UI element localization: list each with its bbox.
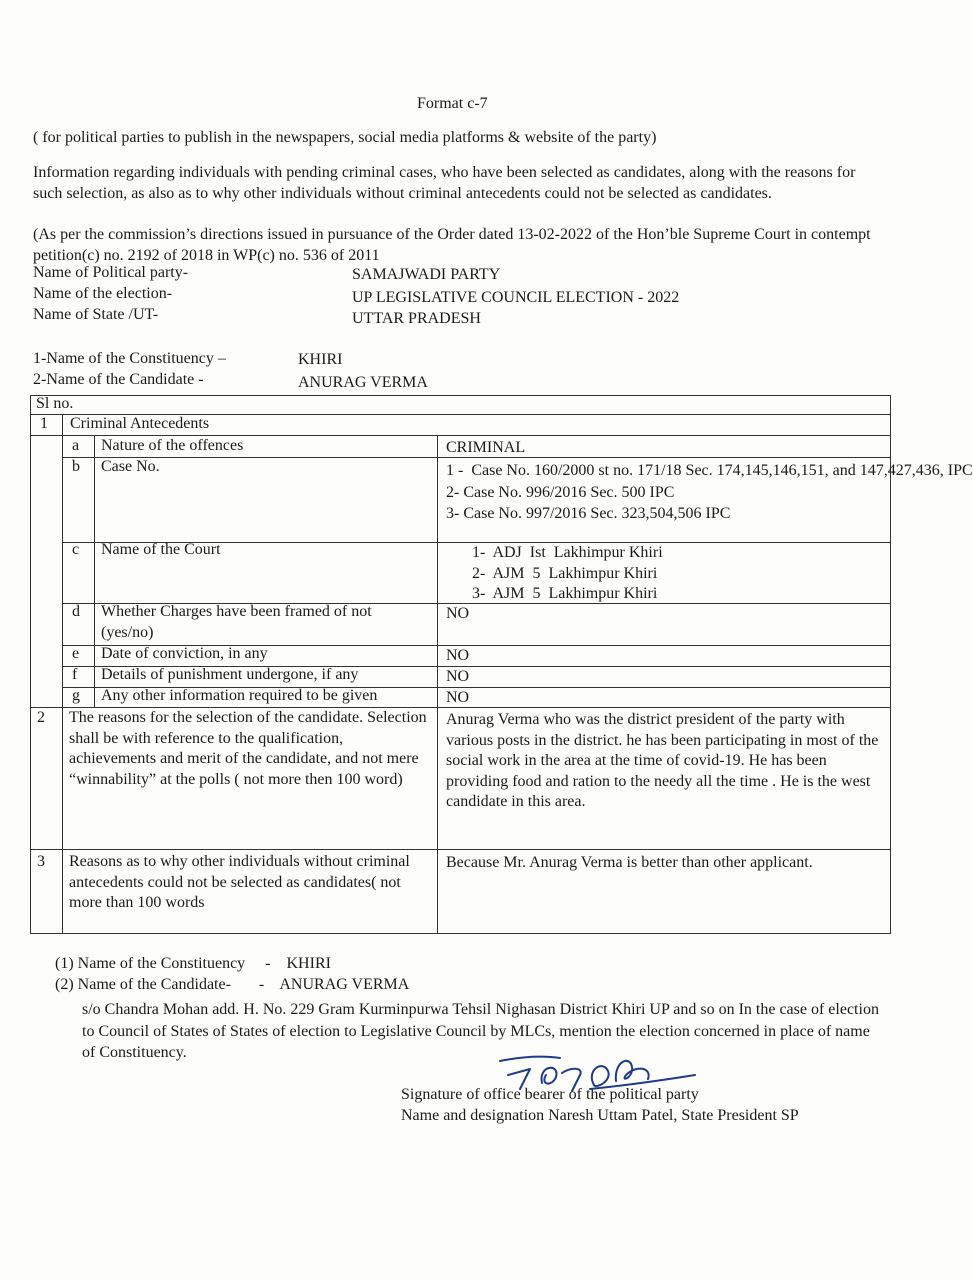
- row-number: 2: [37, 709, 45, 726]
- section-title: Criminal Antecedents: [70, 415, 210, 432]
- constituency-value: KHIRI: [298, 351, 343, 368]
- info-paragraph: Information regarding individuals with pending criminal cases, who have been selected as candidates, along with the reasons for such selection, as also as to why other individuals without criminal antecedents could not be selected as candidates.: [33, 164, 856, 202]
- field-label: Name of the Court: [101, 541, 221, 558]
- row-letter: c: [72, 541, 80, 558]
- field-value: NO: [446, 689, 470, 706]
- row-letter: b: [72, 458, 80, 475]
- row-letter: f: [72, 666, 78, 683]
- field-label: Whether Charges have been framed of not (yes/no): [101, 603, 372, 641]
- state-value: UTTAR PRADESH: [352, 310, 481, 327]
- party-label: Name of Political party-: [33, 264, 189, 281]
- row-letter: e: [72, 645, 80, 662]
- intro-note: ( for political parties to publish in the newspapers, social media platforms & website of the party): [33, 129, 657, 146]
- other-candidates-label: Reasons as to why other individuals without criminal antecedents could not be selected as candidates( not more than 100 words: [69, 853, 410, 911]
- signature-line: Signature of office bearer of the political party: [401, 1086, 699, 1103]
- field-label: Any other information required to be given: [101, 687, 378, 704]
- court-names: 1- ADJ Ist Lakhimpur Khiri 2- AJM 5 Lakhimpur Khiri 3- AJM 5 Lakhimpur Khiri: [472, 544, 663, 602]
- footer-candidate: (2) Name of the Candidate- - ANURAG VERMA: [55, 976, 410, 993]
- footer-constituency: (1) Name of the Constituency - KHIRI: [55, 955, 331, 972]
- field-value: CRIMINAL: [446, 439, 526, 456]
- field-value: NO: [446, 605, 470, 622]
- candidate-value: ANURAG VERMA: [298, 374, 428, 391]
- case-numbers: 1 - Case No. 160/2000 st no. 171/18 Sec. 174,145,146,151, and 147,427,436, IPC 2- Case No. 996/2016 Sec. 500 IPC 3- Case No. 997/2016 Sec. 323,504,506 IPC: [446, 462, 973, 522]
- candidate-label: 2-Name of the Candidate -: [33, 371, 204, 388]
- table-rule: [30, 395, 31, 934]
- table-rule: [437, 435, 438, 934]
- state-label: Name of State /UT-: [33, 306, 159, 323]
- constituency-label: 1-Name of the Constituency –: [33, 350, 226, 367]
- row-letter: g: [72, 687, 80, 704]
- row-number: 3: [37, 853, 45, 870]
- party-value: SAMAJWADI PARTY: [352, 266, 501, 283]
- field-value: NO: [446, 668, 470, 685]
- row-number: 1: [40, 415, 48, 432]
- other-candidates-value: Because Mr. Anurag Verma is better than other applicant.: [446, 854, 813, 871]
- field-label: Nature of the offences: [101, 437, 244, 454]
- sl-no-header: Sl no.: [36, 395, 74, 412]
- field-label: Date of conviction, in any: [101, 645, 268, 662]
- table-rule: [30, 933, 891, 934]
- signature: [490, 1045, 700, 1105]
- table-rule: [30, 395, 891, 396]
- field-label: Case No.: [101, 458, 160, 475]
- footer-address: s/o Chandra Mohan add. H. No. 229 Gram Kurminpurwa Tehsil Nighasan District Khiri UP and so on In the case of election to Council of States of States of election to Legislative Council by MLCs, mention the election concerned in place of name of Constituency.: [82, 1001, 879, 1061]
- selection-reason-value: Anurag Verma who was the district president of the party with various posts in the district. he has been participating in most of the social work in the area at the time of covid-19. He has been providing food and ration to the needy all the time . He is the west candidate in this area.: [446, 711, 879, 810]
- table-rule: [30, 849, 891, 850]
- selection-reason-label: The reasons for the selection of the candidate. Selection shall be with reference to the qualification, achievements and merit of the candidate, and not mere “winnability” at the polls ( not more then 100 word): [69, 709, 427, 788]
- election-label: Name of the election-: [33, 285, 173, 302]
- table-rule: [94, 435, 95, 707]
- row-letter: d: [72, 603, 80, 620]
- table-rule: [62, 414, 63, 934]
- directions-paragraph: (As per the commission’s directions issued in pursuance of the Order dated 13-02-2022 of the Hon’ble Supreme Court in contempt petition(c) no. 2192 of 2018 in WP(c) no. 536 of 2011: [33, 226, 871, 264]
- row-letter: a: [72, 437, 80, 454]
- election-value: UP LEGISLATIVE COUNCIL ELECTION - 2022: [352, 289, 680, 306]
- format-title: Format c-7: [417, 95, 488, 112]
- field-value: NO: [446, 647, 470, 664]
- field-label: Details of punishment undergone, if any: [101, 666, 359, 683]
- designation: Name and designation Naresh Uttam Patel, State President SP: [401, 1107, 799, 1124]
